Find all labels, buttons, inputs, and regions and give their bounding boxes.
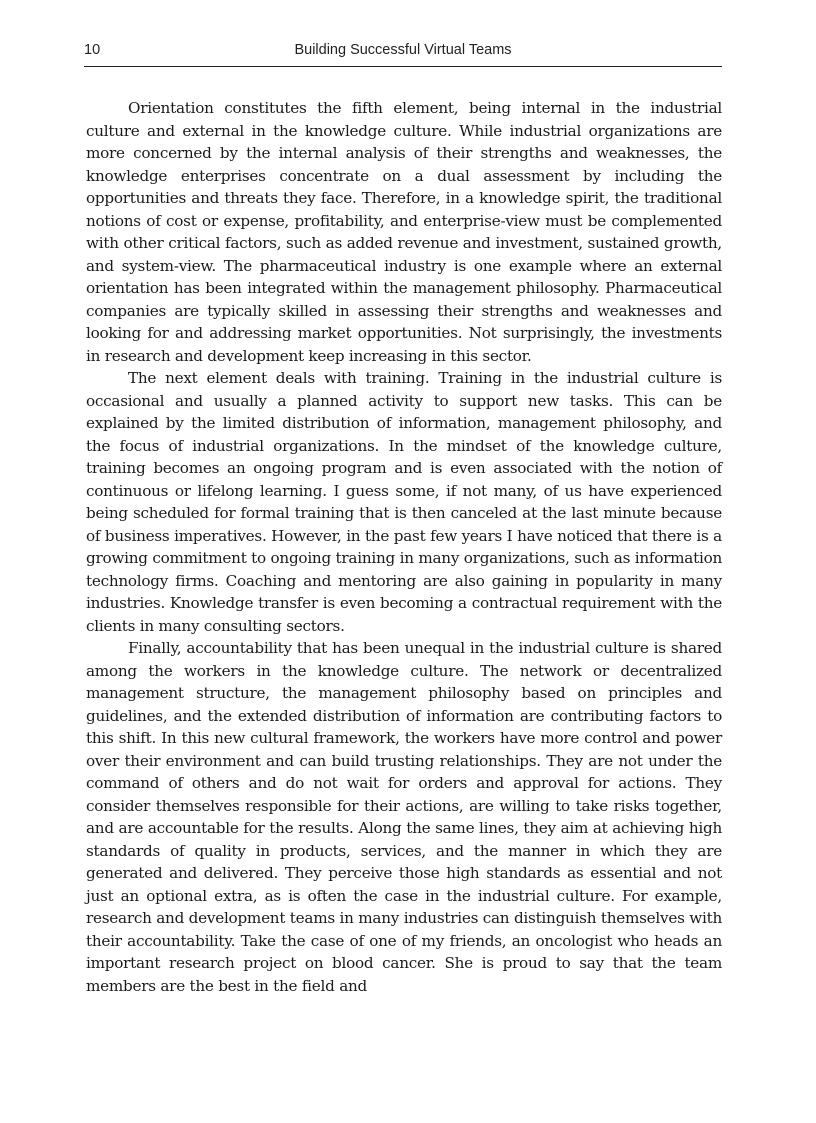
page-number: 10 xyxy=(84,42,101,58)
paragraph-orientation: Orientation constitutes the fifth element, being internal in the industrial culture and external in the knowledge culture. While industrial organizations are more concerned by the internal analysis of their strengths and weaknesses, the knowledge enterprises concentrate on a dual assessment by including the opportunities and threats they face. Therefore, in a knowledge spirit, the traditional notions of cost or expense, profitability, and enterprise-view must be complemented with other critical factors, such as added revenue and investment, sustained growth, and system-view. The pharmaceutical industry is one example where an external orientation has been integrated within the management philosophy. Pharmaceutical companies are typically skilled in assessing their strengths and weaknesses and looking for and addressing market opportunities. Not surprisingly, the investments in research and development keep increasing in this sector. xyxy=(86,99,722,365)
running-title: Building Successful Virtual Teams xyxy=(294,42,512,58)
paragraph-training: The next element deals with training. Training in the industrial culture is occasional and usually a planned activity to support new tasks. This can be explained by the limited distribution of information, management philosophy, and the focus of industrial organizations. In the mindset of the knowledge culture, training becomes an ongoing program and is even associated with the notion of continuous or lifelong learning. I guess some, if not many, of us have experienced being scheduled for formal training that is then canceled at the last minute because of business imperatives. However, in the past few years I have noticed that there is a growing commitment to ongoing training in many organizations, such as information technology firms. Coaching and mentoring are also gaining in popularity in many industries. Knowledge transfer is even becoming a contractual requirement with the clients in many consulting sectors. xyxy=(86,369,722,635)
body-text xyxy=(86,97,722,997)
running-header xyxy=(84,38,722,67)
paragraph-accountability: Finally, accountability that has been unequal in the industrial culture is shared among the workers in the knowledge culture. The network or decentralized management structure, the management philosophy based on principles and guidelines, and the extended distribution of information are contributing factors to this shift. In this new cultural framework, the workers have more control and power over their environment and can build trusting relationships. They are not under the command of others and do not wait for orders and approval for actions. They consider themselves responsible for their actions, are willing to take risks together, and are accountable for the results. Along the same lines, they aim at achieving high standards of quality in products, services, and the manner in which they are generated and delivered. They perceive those high standards as essential and not just an optional extra, as is often the case in the industrial culture. For example, research and development teams in many industries can distinguish themselves with their accountability. Take the case of one of my friends, an oncologist who heads an important research project on blood cancer. She is proud to say that the team members are the best in the field and xyxy=(86,639,722,995)
